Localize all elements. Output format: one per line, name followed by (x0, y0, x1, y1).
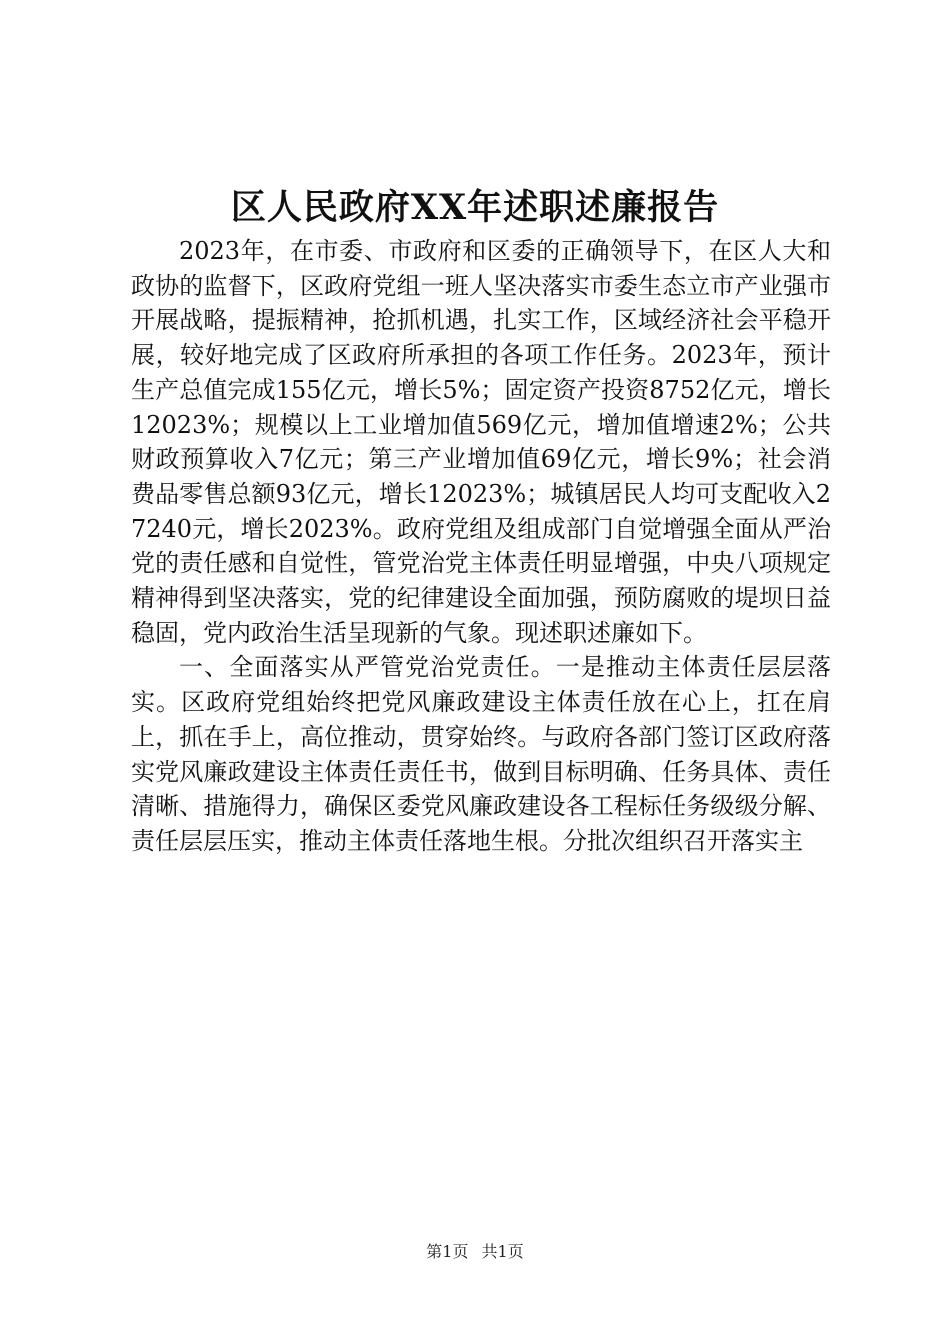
paragraph-section-one: 一、全面落实从严管党治党责任。一是推动主体责任层层落实。区政府党组始终把党风廉政建设主体责任放在心上，扛在肩上，抓在手上，高位推动，贯穿始终。与政府各部门签订区政府落实党风廉政建设主体责任责任书，做到目标明确、任务具体、责任清晰、措施得力，确保区委党风廉政建设各工程标任务级级分解、责任层层压实，推动主体责任落地生根。分批次组织召开落实主 (131, 653, 831, 855)
document-body (131, 234, 831, 859)
page-footer (0, 1240, 950, 1264)
document-title: 区人民政府XX年述职述廉报告 (230, 187, 720, 228)
page-number: 第1页 (426, 1242, 469, 1261)
paragraph-intro: 2023年，在市委、市政府和区委的正确领导下，在区人大和政协的监督下，区政府党组一班人坚决落实市委生态立市产业强市开展战略，提振精神，抢抓机遇，扎实工作，区域经济社会平稳开展，较好地完成了区政府所承担的各项工作任务。2023年，预计生产总值完成155亿元，增长5%；固定资产投资8752亿元，增长12023%；规模以上工业增加值569亿元，增加值增速2%；公共财政预算收入7亿元；第三产业增加值69亿元，增长9%；社会消费品零售总额93亿元，增长12023%；城镇居民人均可支配收入27240元，增长2023%。政府党组及组成部门自觉增强全面从严治党的责任感和自觉性，管党治党主体责任明显增强，中央八项规定精神得到坚决落实，党的纪律建设全面加强，预防腐败的堤坝日益稳固，党内政治生活呈现新的气象。现述职述廉如下。 (131, 237, 831, 647)
page-count: 共1页 (481, 1242, 524, 1261)
